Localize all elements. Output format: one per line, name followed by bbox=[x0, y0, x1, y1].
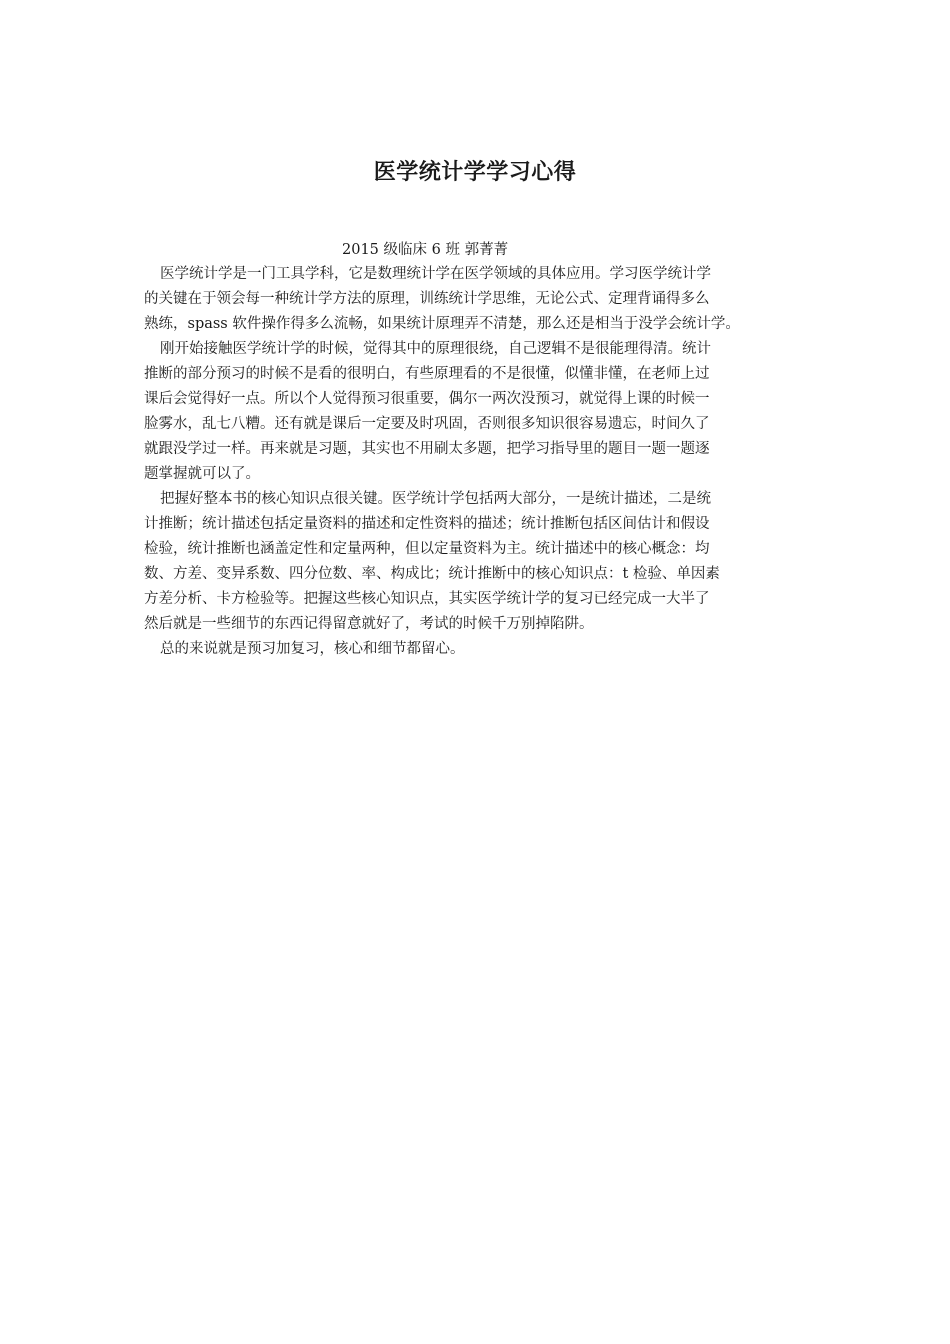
text-line: 把握好整本书的核心知识点很关键。医学统计学包括两大部分，一是统计描述，二是统 bbox=[160, 491, 711, 507]
text-line: 就跟没学过一样。再来就是习题，其实也不用刷太多题，把学习指导里的题目一题一题逐 bbox=[144, 441, 710, 457]
author-byline: 2015 级临床 6 班 郭菁菁 bbox=[342, 242, 509, 258]
text-line: 数、方差、变异系数、四分位数、率、构成比；统计推断中的核心知识点：t 检验、单因素 bbox=[144, 566, 720, 582]
document-title: 医学统计学学习心得 bbox=[373, 159, 577, 185]
paragraph-2 bbox=[144, 337, 814, 487]
text-line: 计推断；统计描述包括定量资料的描述和定性资料的描述；统计推断包括区间估计和假设 bbox=[144, 516, 710, 532]
paragraph-3 bbox=[144, 487, 814, 637]
text-line: 检验，统计推断也涵盖定性和定量两种，但以定量资料为主。统计描述中的核心概念：均 bbox=[144, 541, 710, 557]
text-line: 总的来说就是预习加复习，核心和细节都留心。 bbox=[160, 641, 465, 657]
text-line: 然后就是一些细节的东西记得留意就好了，考试的时候千万别掉陷阱。 bbox=[144, 616, 594, 632]
document-body bbox=[144, 262, 814, 662]
text-line: 题掌握就可以了。 bbox=[144, 466, 260, 482]
text-line: 课后会觉得好一点。所以个人觉得预习很重要，偶尔一两次没预习，就觉得上课的时候一 bbox=[144, 391, 710, 407]
text-line: 脸雾水，乱七八糟。还有就是课后一定要及时巩固，否则很多知识很容易遗忘，时间久了 bbox=[144, 416, 710, 432]
text-line: 的关键在于领会每一种统计学方法的原理，训练统计学思维，无论公式、定理背诵得多么 bbox=[144, 291, 710, 307]
paragraph-4 bbox=[144, 637, 814, 662]
text-line: 推断的部分预习的时候不是看的很明白，有些原理看的不是很懂，似懂非懂，在老师上过 bbox=[144, 366, 710, 382]
text-line: 医学统计学是一门工具学科，它是数理统计学在医学领域的具体应用。学习医学统计学 bbox=[160, 266, 711, 282]
text-line: 刚开始接触医学统计学的时候，觉得其中的原理很绕，自己逻辑不是很能理得清。统计 bbox=[160, 341, 711, 357]
paragraph-1 bbox=[144, 262, 814, 337]
text-line: 熟练，spass 软件操作得多么流畅，如果统计原理弄不清楚，那么还是相当于没学会统计学。 bbox=[144, 316, 740, 332]
text-line: 方差分析、卡方检验等。把握这些核心知识点，其实医学统计学的复习已经完成一大半了 bbox=[144, 591, 710, 607]
